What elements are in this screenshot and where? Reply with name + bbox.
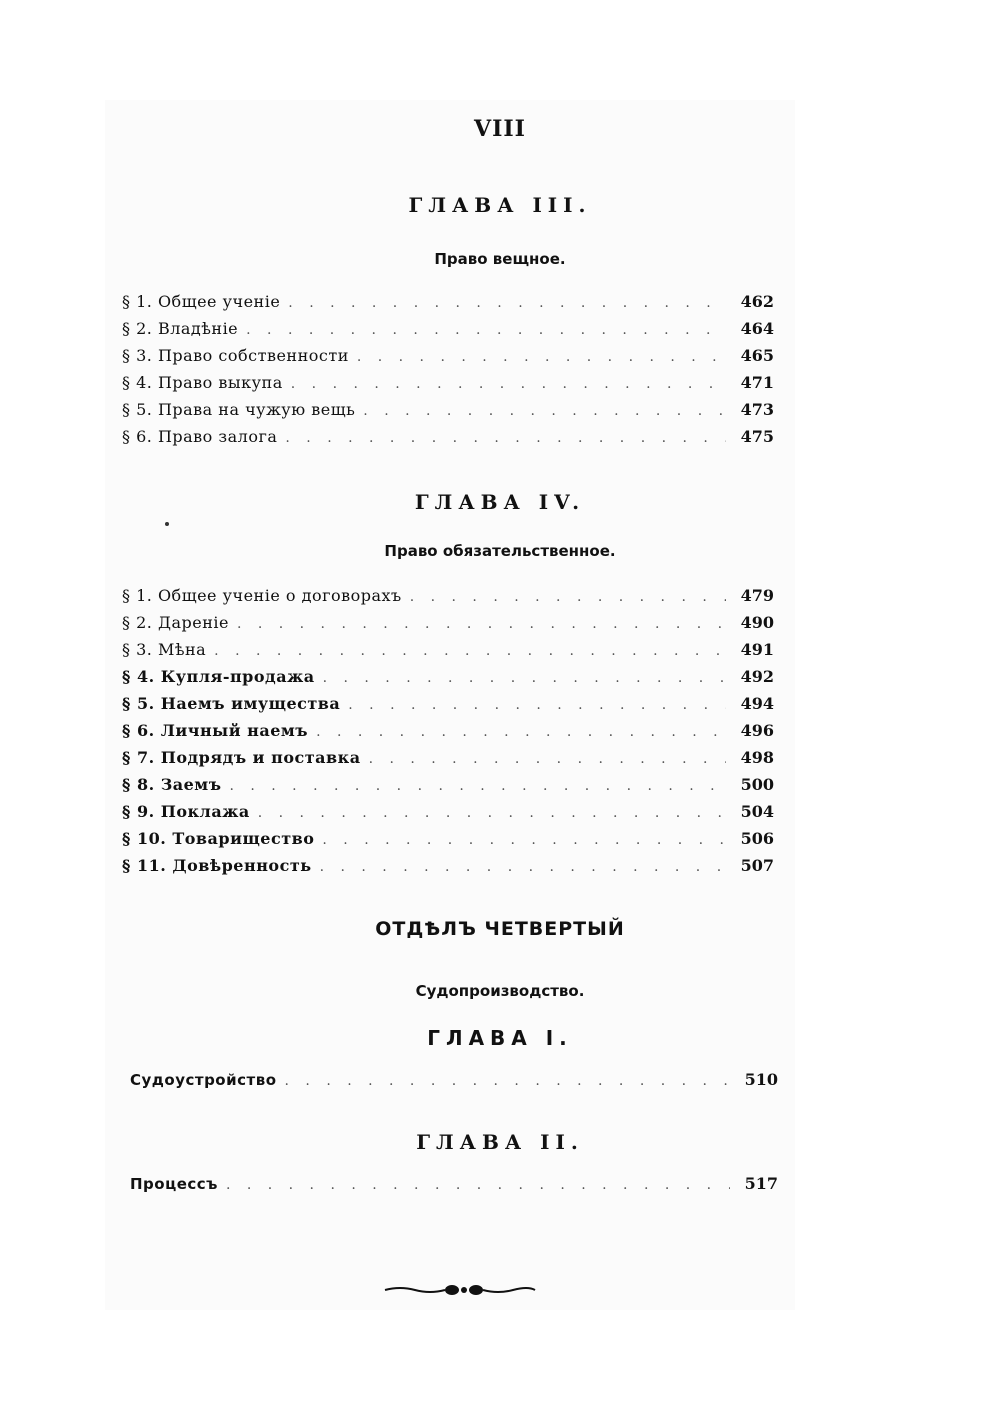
toc-entry-page: 500: [740, 775, 774, 794]
dot-leader: [357, 349, 726, 365]
dot-leader: [214, 643, 726, 659]
dot-leader: [363, 403, 726, 419]
toc-entry-label: § 7. Подрядъ и поставка: [122, 748, 361, 767]
toc-entry[interactable]: [122, 400, 774, 427]
toc-entry-page: 462: [740, 292, 774, 311]
toc-entry-page: 464: [740, 319, 774, 338]
toc-entry[interactable]: [122, 319, 774, 346]
toc-entry-label: § 8. Заемъ: [122, 775, 222, 794]
dot-leader: [288, 295, 726, 311]
toc-entry[interactable]: [122, 748, 774, 775]
part-4-title: ОТДѢЛЪ ЧЕТВЕРТЫЙ: [375, 918, 625, 940]
toc-entry[interactable]: [122, 829, 774, 856]
toc-entry-label: § 5. Наемъ имущества: [122, 694, 341, 713]
toc-entry[interactable]: [122, 586, 774, 613]
dot-leader: [320, 859, 726, 875]
part-4-chapter-1-toc: [130, 1070, 778, 1097]
dot-leader: [246, 322, 726, 338]
toc-entry-label: § 2. Дареніе: [122, 613, 229, 632]
toc-entry[interactable]: [122, 721, 774, 748]
toc-entry-page: 506: [740, 829, 774, 848]
toc-entry[interactable]: [122, 613, 774, 640]
part-4-chapter-2-toc: [130, 1174, 778, 1201]
toc-entry-label: § 11. Довѣренность: [122, 856, 312, 875]
part-4-chapter-2-title: ГЛАВА II.: [416, 1130, 584, 1154]
toc-entry-label: § 1. Общее ученіе о договорахъ: [122, 586, 402, 605]
toc-entry-page: 475: [740, 427, 774, 446]
chapter-3-toc: [122, 292, 774, 454]
toc-entry-label: Судоустройство: [130, 1071, 277, 1089]
toc-entry[interactable]: [122, 346, 774, 373]
toc-entry-page: 507: [740, 856, 774, 875]
toc-entry-page: 504: [740, 802, 774, 821]
dot-leader: [285, 1073, 730, 1089]
toc-entry[interactable]: [122, 775, 774, 802]
chapter-4-title: ГЛАВА IV.: [414, 490, 586, 514]
ornament-divider: [380, 1280, 540, 1300]
dot-leader: [291, 376, 726, 392]
toc-entry-label: § 3. Право собственности: [122, 346, 349, 365]
dot-leader: [369, 751, 726, 767]
dot-leader: [410, 589, 726, 605]
dot-leader: [237, 616, 726, 632]
toc-entry-page: 491: [740, 640, 774, 659]
toc-entry-label: § 1. Общее ученіе: [122, 292, 281, 311]
dot-leader: [348, 697, 726, 713]
dot-leader: [229, 778, 726, 794]
dot-leader: [316, 724, 726, 740]
toc-entry[interactable]: [122, 802, 774, 829]
toc-entry[interactable]: [122, 694, 774, 721]
toc-entry-label: § 5. Права на чужую вещь: [122, 400, 356, 419]
toc-entry-page: 479: [740, 586, 774, 605]
chapter-3-subtitle: Право вещное.: [434, 250, 566, 268]
toc-entry-page: 465: [740, 346, 774, 365]
toc-entry-page: 498: [740, 748, 774, 767]
chapter-3-title: ГЛАВА III.: [408, 193, 592, 217]
dot-leader: [285, 430, 726, 446]
print-speck: [165, 522, 169, 526]
page-number: VIII: [474, 116, 526, 142]
toc-entry-label: § 4. Право выкупа: [122, 373, 283, 392]
toc-entry-page: 517: [744, 1174, 778, 1193]
toc-entry[interactable]: [130, 1070, 778, 1097]
toc-entry[interactable]: [130, 1174, 778, 1201]
toc-entry-page: 492: [740, 667, 774, 686]
toc-entry[interactable]: [122, 427, 774, 454]
toc-entry-label: § 9. Поклажа: [122, 802, 250, 821]
dot-leader: [323, 670, 726, 686]
toc-entry-page: 471: [740, 373, 774, 392]
toc-entry-label: § 10. Товарищество: [122, 829, 315, 848]
toc-entry[interactable]: [122, 373, 774, 400]
dot-leader: [322, 832, 726, 848]
toc-entry-page: 494: [740, 694, 774, 713]
toc-entry-label: § 6. Право залога: [122, 427, 278, 446]
chapter-4-subtitle: Право обязательственное.: [384, 542, 616, 560]
toc-entry[interactable]: [122, 856, 774, 883]
part-4-subtitle: Судопроизводство.: [415, 982, 585, 1000]
toc-entry-label: § 6. Личный наемъ: [122, 721, 309, 740]
toc-entry[interactable]: [122, 292, 774, 319]
toc-entry[interactable]: [122, 640, 774, 667]
toc-entry-page: 510: [744, 1070, 778, 1089]
toc-entry-page: 473: [740, 400, 774, 419]
toc-entry[interactable]: [122, 667, 774, 694]
dot-leader: [226, 1177, 730, 1193]
toc-entry-label: § 2. Владѣніе: [122, 319, 239, 338]
dot-leader: [258, 805, 726, 821]
toc-entry-page: 490: [740, 613, 774, 632]
toc-entry-page: 496: [740, 721, 774, 740]
toc-entry-label: Процессъ: [130, 1175, 218, 1193]
chapter-4-toc: [122, 586, 774, 883]
part-4-chapter-1-title: ГЛАВА I.: [427, 1026, 573, 1050]
toc-entry-label: § 3. Мѣна: [122, 640, 207, 659]
toc-entry-label: § 4. Купля-продажа: [122, 667, 315, 686]
